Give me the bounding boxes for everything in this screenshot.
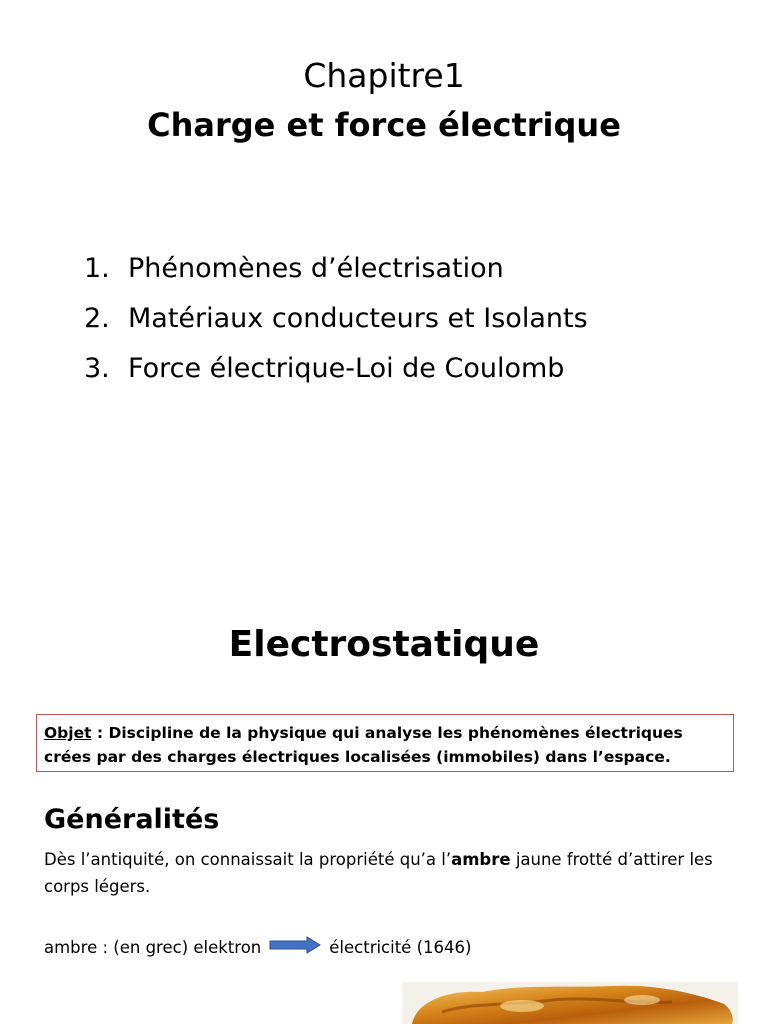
generalites-text [44, 846, 734, 900]
toc-item-number: 2. [84, 303, 110, 334]
generalites-text-before: Dès l’antiquité, on connaissait la propriété qu’a l’ [44, 850, 452, 869]
slide-electrostatique [0, 580, 768, 1024]
toc-item-label: Force électrique-Loi de Coulomb [128, 353, 565, 384]
amber-photo [402, 982, 738, 1024]
chapter-number: Chapitre1 [303, 56, 465, 95]
objet-label: Objet [44, 724, 92, 742]
toc-item [84, 294, 588, 344]
generalites-text-bold: ambre [451, 850, 511, 869]
etymology-line [44, 936, 471, 961]
table-of-contents [84, 244, 588, 394]
toc-item-label: Matériaux conducteurs et Isolants [128, 303, 588, 334]
etymology-right: électricité (1646) [329, 938, 472, 957]
section-title: Electrostatique [228, 624, 540, 665]
objet-text: : Discipline de la physique qui analyse les phénomènes électriques crées par des charges électriques localisées (immobiles) dans l’espace. [44, 724, 683, 766]
arrow-right-icon [269, 936, 321, 961]
toc-item [84, 344, 588, 394]
toc-item-number: 3. [84, 353, 110, 384]
etymology-left: ambre : (en grec) elektron [44, 938, 262, 957]
objet-definition-box [36, 714, 734, 772]
chapter-title: Charge et force électrique [147, 106, 621, 144]
toc-item-number: 1. [84, 253, 110, 284]
generalites-title: Généralités [44, 804, 220, 835]
generalites-text-after: jaune frotté d’attirer les corps légers. [44, 850, 713, 896]
toc-item-label: Phénomènes d’électrisation [128, 253, 504, 284]
toc-item [84, 244, 588, 294]
